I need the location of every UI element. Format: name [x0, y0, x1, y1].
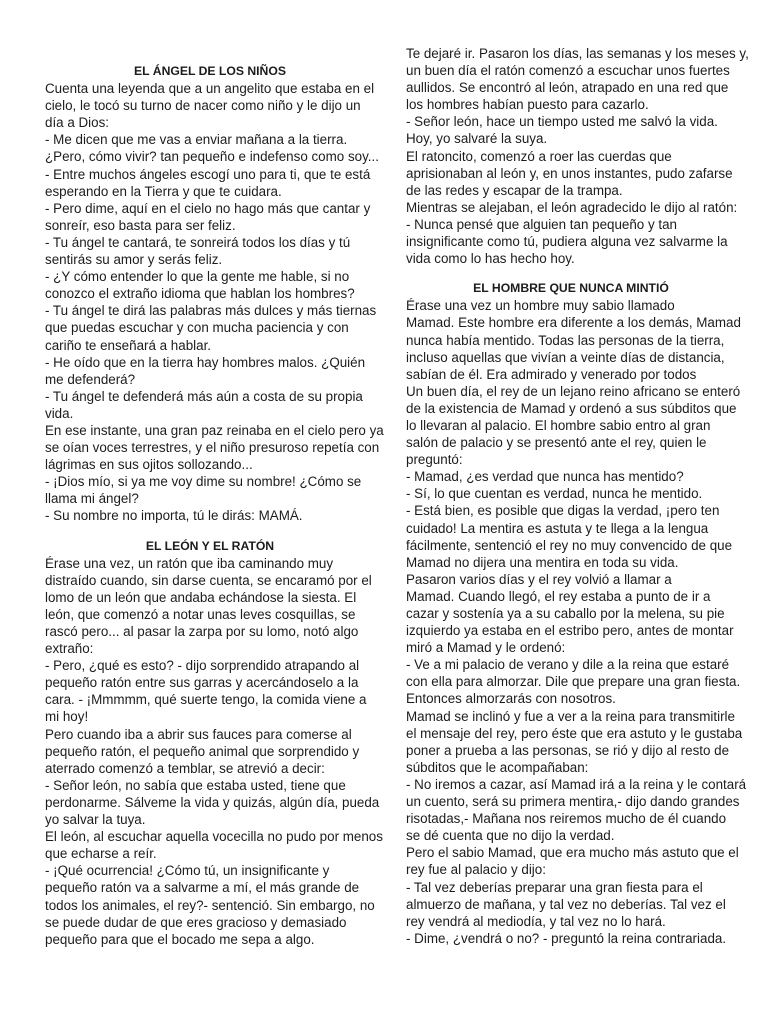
- text-line: con ella para almorzar. Dile que prepare una gran fiesta.: [406, 674, 741, 690]
- story-title-angel: EL ÁNGEL DE LOS NIÑOS: [134, 64, 286, 78]
- text-line: - ¡Dios mío, si ya me voy dime su nombre! ¿Cómo se: [45, 474, 362, 490]
- story-body-angel: [45, 80, 384, 524]
- text-line: Érase una vez, un ratón que iba caminando muy: [45, 555, 334, 571]
- text-line: todos los animales, el rey?- sentenció. Sin embargo, no: [45, 897, 375, 913]
- text-line: extraño:: [45, 641, 94, 657]
- text-line: pequeño ratón, el pequeño animal que sorprendido y: [45, 743, 360, 759]
- text-line: - ¡Qué ocurrencia! ¿Cómo tú, un insignificante y: [45, 863, 330, 879]
- text-line: - Sí, lo que cuentan es verdad, nunca he mentido.: [406, 486, 703, 502]
- text-line: cazar y sostenía ya a su caballo por la melena, su pie: [406, 606, 725, 621]
- story-body-hombre: [406, 297, 747, 947]
- text-line: de la existencia de Mamad y ordenó a sus súbditos que: [406, 400, 737, 416]
- text-line: el mensaje del rey, pero éste que era astuto y le gustaba: [406, 725, 743, 741]
- text-line: incluso aquellas que vivían a veinte días de distancia,: [406, 349, 725, 365]
- text-line: llama mi ángel?: [45, 491, 139, 507]
- text-line: - Señor león, hace un tiempo usted me salvó la vida.: [406, 114, 718, 130]
- text-line: - Está bien, es posible que digas la verdad, ¡pero ten: [406, 503, 720, 519]
- text-line: Entonces almorzarás con nosotros.: [406, 691, 616, 707]
- story-body-leon-continued: [406, 45, 749, 267]
- text-line: se puede dudar de que eres gracioso y demasiado: [45, 914, 347, 930]
- text-line: se dé cuenta que no dijo la verdad.: [406, 828, 615, 844]
- text-line: Hoy, yo salvaré la suya.: [406, 131, 548, 147]
- text-line: - Tu ángel te dirá las palabras más dulces y más tiernas: [45, 303, 377, 319]
- text-line: esperando en la Tierra y que te cuidara.: [45, 183, 282, 199]
- text-line: lomo de un león que andaba echándose la siesta. El: [45, 589, 357, 605]
- text-line: almuerzo de mañana, y tal vez no deberías. Tal vez el: [406, 896, 726, 912]
- text-line: Mamad se inclinó y fue a ver a la reina para transmitirle: [406, 708, 735, 724]
- text-line: - ¿Y cómo entender lo que la gente me hable, si no: [45, 269, 350, 285]
- text-line: se oían voces terrestres, y el niño presuroso repetía con: [45, 440, 380, 456]
- text-line: - Tu ángel te defenderá más aún a costa de su propia: [45, 388, 363, 404]
- text-line: - No iremos a cazar, así Mamad irá a la reina y le contará: [406, 776, 747, 792]
- text-line: salón de palacio y se presentó ante el rey, quien le: [406, 435, 707, 451]
- text-line: miró a Mamad y le ordenó:: [406, 640, 566, 656]
- text-line: perdonarme. Sálveme la vida y quizás, algún día, pueda: [45, 794, 380, 810]
- text-line: - Dime, ¿vendrá o no? - preguntó la reina contrariada.: [406, 930, 727, 946]
- text-line: cara. - ¡Mmmmm, qué suerte tengo, la comida viene a: [45, 692, 367, 708]
- text-line: Pero cuando iba a abrir sus fauces para comerse al: [45, 726, 352, 742]
- text-line: yo salvar la tuya.: [45, 812, 146, 828]
- text-line: Mamad. Cuando llegó, el rey estaba a punto de ir a: [406, 588, 711, 604]
- text-line: poner a prueba a las personas, se rió y dijo al resto de: [406, 742, 730, 758]
- text-line: insignificante como tú, pudiera alguna vez salvarme la: [406, 234, 728, 250]
- text-line: un cuento, será su primera mentira,- dijo dando grandes: [406, 794, 740, 810]
- text-line: El león, al escuchar aquella vocecilla no pudo por menos: [45, 829, 383, 845]
- text-line: Cuenta una leyenda que a un angelito que estaba en el: [45, 81, 375, 97]
- text-line: - Pero, ¿qué es esto? - dijo sorprendido atrapando al: [45, 658, 360, 674]
- text-line: sentirás su amor y serás feliz.: [45, 252, 223, 268]
- text-line: Pasaron varios días y el rey volvió a llamar a: [406, 571, 672, 587]
- text-line: nunca había mentido. Todas las personas de la tierra,: [406, 332, 725, 348]
- text-line: aullidos. Se encontró al león, atrapado en una red que: [406, 80, 729, 96]
- text-line: león, que comenzó a notar unas leves cosquillas, se: [45, 606, 356, 622]
- text-line: Érase una vez un hombre muy sabio llamado: [406, 298, 675, 314]
- text-line: rascó pero... al pasar la zarpa por su lomo, notó algo: [45, 624, 359, 639]
- text-line: - Tu ángel te cantará, te sonreirá todos los días y tú: [45, 234, 351, 250]
- text-line: sonreír, eso basta para ser feliz.: [45, 217, 236, 233]
- text-line: lo llevaran al palacio. El hombre sabio entro al gran: [406, 417, 711, 433]
- text-line: aterrado comenzó a temblar, se atrevió a decir:: [45, 760, 325, 776]
- left-column: [45, 63, 384, 948]
- text-line: me defenderá?: [45, 371, 136, 387]
- text-line: cielo, le tocó su turno de nacer como niño y le dijo un: [45, 98, 361, 114]
- story-body-leon: [45, 555, 383, 948]
- text-line: - Su nombre no importa, tú le dirás: MAMÁ.: [45, 508, 303, 524]
- text-line: pequeño para que el bocado me sepa a algo.: [45, 931, 315, 947]
- text-line: En ese instante, una gran paz reinaba en el cielo pero ya: [45, 422, 384, 438]
- text-line: ¿Pero, cómo vivir? tan pequeño e indefenso como soy...: [45, 149, 379, 165]
- text-line: - Me dicen que me vas a enviar mañana a la tierra.: [45, 132, 348, 148]
- text-line: pequeño ratón va a salvarme a mí, el más grande de: [45, 880, 360, 896]
- story-title-leon: EL LEÓN Y EL RATÓN: [145, 538, 275, 553]
- text-line: que puedas escuchar y con mucha paciencia y con: [45, 320, 349, 336]
- text-line: conozco el extraño idioma que hablan los hombres?: [45, 286, 355, 302]
- text-line: cuidado! La mentira es astuta y te llega a la lengua: [406, 520, 709, 536]
- text-line: izquierdo ya estaba en el estribo pero, antes de montar: [406, 623, 734, 639]
- text-line: sabían de él. Era admirado y venerado por todos: [406, 366, 697, 382]
- text-line: - Nunca pensé que alguien tan pequeño y tan: [406, 216, 677, 232]
- text-line: un buen día el ratón comenzó a escuchar unos fuertes: [406, 63, 730, 79]
- text-line: risotadas,- Mañana nos reiremos mucho de él cuando: [406, 811, 727, 827]
- text-line: Mamad no dijera una mentira en toda su vida.: [406, 554, 679, 570]
- text-line: preguntó:: [406, 452, 463, 468]
- text-line: rey fue al palacio y dijo:: [406, 862, 546, 878]
- text-line: los hombres habían puesto para cazarlo.: [406, 97, 649, 113]
- right-column: [406, 45, 749, 947]
- text-line: - Ve a mi palacio de verano y dile a la reina que estaré: [406, 657, 730, 673]
- text-line: Mientras se alejaban, el león agradecido le dijo al ratón:: [406, 199, 738, 215]
- text-line: vida.: [45, 405, 74, 421]
- text-line: mi hoy!: [45, 709, 89, 725]
- text-line: Un buen día, el rey de un lejano reino africano se enteró: [406, 383, 741, 399]
- text-line: - Pero dime, aquí en el cielo no hago más que cantar y: [45, 200, 371, 216]
- text-line: El ratoncito, comenzó a roer las cuerdas que: [406, 148, 672, 164]
- story-title-hombre: EL HOMBRE QUE NUNCA MINTIÓ: [473, 281, 669, 296]
- text-line: - Tal vez deberías preparar una gran fiesta para el: [406, 879, 703, 895]
- text-line: fácilmente, sentenció el rey no muy convencido de que: [406, 537, 733, 553]
- text-line: que echarse a reír.: [45, 846, 157, 862]
- text-line: aprisionaban al león y, en unos instantes, pudo zafarse: [406, 165, 733, 181]
- text-line: - Entre muchos ángeles escogí uno para ti, que te está: [45, 166, 371, 182]
- text-line: distraído cuando, sin darse cuenta, se encaramó por el: [45, 572, 372, 588]
- text-line: lágrimas en sus ojitos sollozando...: [45, 457, 253, 473]
- text-line: de las redes y escapar de la trampa.: [406, 182, 623, 198]
- text-line: Te dejaré ir. Pasaron los días, las semanas y los meses y,: [406, 46, 749, 61]
- text-line: rey vendrá al mediodía, y tal vez no lo hará.: [406, 913, 666, 929]
- text-line: - He oído que en la tierra hay hombres malos. ¿Quién: [45, 354, 366, 370]
- text-line: pequeño ratón entre sus garras y acercándoselo a la: [45, 675, 359, 691]
- text-line: cariño te enseñará a hablar.: [45, 337, 212, 353]
- text-line: día a Dios:: [45, 115, 110, 131]
- text-line: súbditos que le acompañaban:: [406, 759, 589, 775]
- text-line: Mamad. Este hombre era diferente a los demás, Mamad: [406, 315, 741, 331]
- text-line: Pero el sabio Mamad, que era mucho más astuto que el: [406, 845, 739, 861]
- text-line: - Señor león, no sabía que estaba usted, tiene que: [45, 777, 346, 793]
- text-line: vida como lo has hecho hoy.: [406, 251, 575, 267]
- text-line: - Mamad, ¿es verdad que nunca has mentido?: [406, 469, 684, 485]
